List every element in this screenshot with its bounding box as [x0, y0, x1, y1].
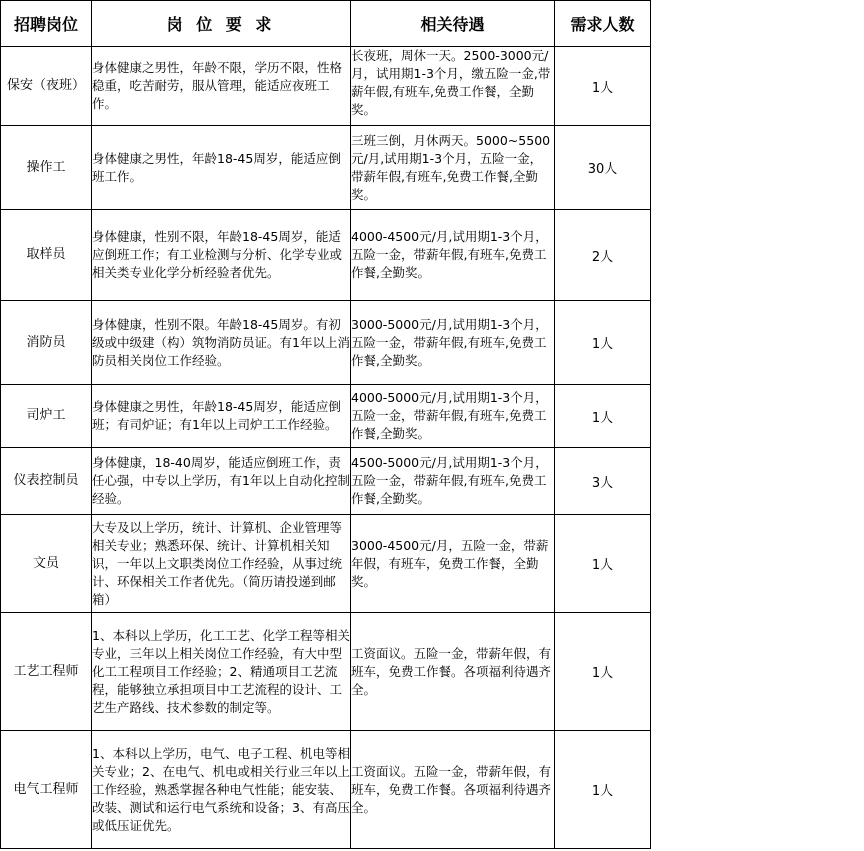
- benefits-cell: 3000-5000元/月,试用期1-3个月，五险一金，带薪年假,有班车,免费工作餐,全勤奖。: [351, 301, 555, 385]
- count-cell: 1人: [555, 613, 651, 731]
- requirements-cell: 身体健康之男性，年龄18-45周岁，能适应倒班；有司炉证；有1年以上司炉工工作经验。: [92, 385, 351, 448]
- position-cell: 文员: [1, 515, 92, 613]
- requirements-cell: 身体健康之男性，年龄18-45周岁，能适应倒班工作。: [92, 126, 351, 210]
- position-cell: 司炉工: [1, 385, 92, 448]
- requirements-cell: 身体健康之男性，年龄不限，学历不限，性格稳重，吃苦耐劳，服从管理，能适应夜班工作。: [92, 47, 351, 126]
- count-cell: 2人: [555, 210, 651, 301]
- benefits-cell: 长夜班，周休一天。2500-3000元/月，试用期1-3个月，缴五险一金,带薪年假,有班车,免费工作餐，全勤奖。: [351, 47, 555, 126]
- position-cell: 保安（夜班）: [1, 47, 92, 126]
- position-cell: 取样员: [1, 210, 92, 301]
- benefits-cell: 工资面议。五险一金，带薪年假，有班车，免费工作餐。各项福利待遇齐全。: [351, 613, 555, 731]
- table-row: [1, 385, 651, 448]
- table-row: [1, 126, 651, 210]
- header-benefits: 相关待遇: [351, 1, 555, 47]
- count-cell: 1人: [555, 301, 651, 385]
- count-cell: 1人: [555, 515, 651, 613]
- count-cell: 1人: [555, 47, 651, 126]
- requirements-cell: 身体健康，性别不限。年龄18-45周岁。有初级或中级建（构）筑物消防员证。有1年以上消防员相关岗位工作经验。: [92, 301, 351, 385]
- position-cell: 电气工程师: [1, 731, 92, 849]
- count-cell: 3人: [555, 448, 651, 515]
- position-cell: 仪表控制员: [1, 448, 92, 515]
- table-row: [1, 47, 651, 126]
- position-cell: 操作工: [1, 126, 92, 210]
- requirements-cell: 身体健康，18-40周岁，能适应倒班工作，责任心强，中专以上学历，有1年以上自动化控制经验。: [92, 448, 351, 515]
- benefits-cell: 3000-4500元/月，五险一金，带薪年假，有班车，免费工作餐，全勤奖。: [351, 515, 555, 613]
- header-row: [1, 1, 651, 47]
- header-requirements: 岗 位 要 求: [92, 1, 351, 47]
- header-position: 招聘岗位: [1, 1, 92, 47]
- requirements-cell: 1、本科以上学历，化工工艺、化学工程等相关专业，三年以上相关岗位工作经验，有大中型化工工程项目工作经验；2、精通项目工艺流程，能够独立承担项目中工艺流程的设计、工艺生产路线、技术参数的制定等。: [92, 613, 351, 731]
- table-row: [1, 731, 651, 849]
- table-row: [1, 515, 651, 613]
- header-count: 需求人数: [555, 1, 651, 47]
- table-row: [1, 613, 651, 731]
- benefits-cell: 三班三倒，月休两天。5000~5500元/月,试用期1-3个月，五险一金，带薪年假,有班车,免费工作餐,全勤奖。: [351, 126, 555, 210]
- benefits-cell: 工资面议。五险一金，带薪年假，有班车，免费工作餐。各项福利待遇齐全。: [351, 731, 555, 849]
- table-row: [1, 210, 651, 301]
- table-row: [1, 301, 651, 385]
- count-cell: 1人: [555, 385, 651, 448]
- position-cell: 工艺工程师: [1, 613, 92, 731]
- table-row: [1, 448, 651, 515]
- requirements-cell: 大专及以上学历，统计、计算机、企业管理等相关专业；熟悉环保、统计、计算机相关知识，一年以上文职类岗位工作经验，从事过统计、环保相关工作者优先。（简历请投递到邮箱）: [92, 515, 351, 613]
- count-cell: 1人: [555, 731, 651, 849]
- benefits-cell: 4000-5000元/月,试用期1-3个月，五险一金，带薪年假,有班车,免费工作餐,全勤奖。: [351, 385, 555, 448]
- count-cell: 30人: [555, 126, 651, 210]
- position-cell: 消防员: [1, 301, 92, 385]
- requirements-cell: 1、本科以上学历，电气、电子工程、机电等相关专业；2、在电气、机电或相关行业三年以上工作经验，熟悉掌握各种电气性能；能安装、改装、测试和运行电气系统和设备；3、有高压或低压证优先。: [92, 731, 351, 849]
- benefits-cell: 4500-5000元/月,试用期1-3个月，五险一金，带薪年假,有班车,免费工作餐,全勤奖。: [351, 448, 555, 515]
- requirements-cell: 身体健康，性别不限，年龄18-45周岁，能适应倒班工作；有工业检测与分析、化学专业或相关类专业化学分析经验者优先。: [92, 210, 351, 301]
- benefits-cell: 4000-4500元/月,试用期1-3个月，五险一金，带薪年假,有班车,免费工作餐,全勤奖。: [351, 210, 555, 301]
